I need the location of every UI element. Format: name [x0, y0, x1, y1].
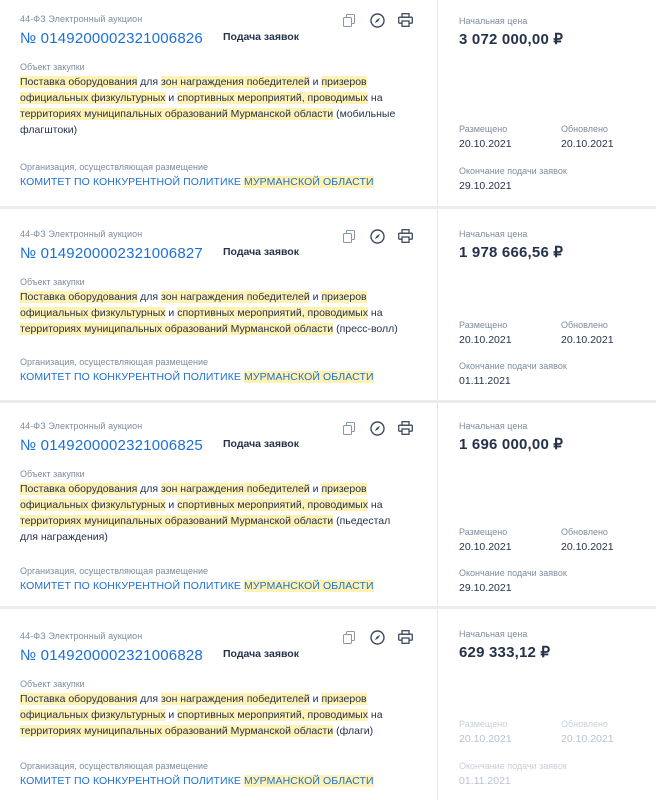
card-main [0, 0, 437, 206]
highlighted-term: призеров официальных физкультурных [20, 76, 367, 104]
card-main [0, 209, 437, 400]
card-side [438, 0, 656, 206]
price-value: 629 333,12 ₽ [459, 644, 551, 661]
card-actions [341, 420, 413, 436]
organization-block [20, 761, 374, 787]
compass-icon[interactable] [369, 629, 385, 645]
highlighted-term: Поставка оборудования [20, 76, 138, 88]
placed-date: 20.10.2021 [459, 138, 512, 150]
subject-text[interactable] [20, 74, 437, 138]
placed-label: Размещено [459, 320, 508, 330]
highlighted-term: призеров официальных физкультурных [20, 693, 367, 721]
placed-date: 20.10.2021 [459, 733, 512, 745]
updated-col [561, 124, 656, 150]
updated-col [561, 719, 656, 745]
print-icon[interactable] [397, 629, 413, 645]
status-text: Подача заявок [223, 246, 299, 258]
number-row [20, 30, 437, 52]
subject-fragment: и [165, 307, 178, 319]
dates-row [459, 527, 656, 553]
card-main [0, 403, 437, 606]
price-value: 1 696 000,00 ₽ [459, 436, 564, 453]
subject-text[interactable] [20, 691, 437, 739]
placed-label: Размещено [459, 719, 508, 729]
card-side [438, 209, 656, 400]
placed-date: 20.10.2021 [459, 541, 512, 553]
highlighted-term: спортивных мероприятий, проводимых [177, 499, 368, 511]
highlighted-term: спортивных мероприятий, проводимых [177, 709, 368, 721]
purchase-card [0, 403, 656, 606]
placed-col [459, 719, 561, 745]
copy-icon[interactable] [341, 629, 357, 645]
print-icon[interactable] [397, 12, 413, 28]
highlighted-term: призеров официальных физкультурных [20, 483, 367, 511]
organization-label: Организация, осуществляющая размещение [20, 566, 208, 576]
price-label: Начальная цена [459, 229, 528, 239]
highlighted-term: территориях муниципальных образований Мурманской области [20, 323, 334, 335]
placed-col [459, 320, 561, 346]
print-icon[interactable] [397, 228, 413, 244]
subject-label: Объект закупки [20, 469, 85, 479]
placed-col [459, 527, 561, 553]
subject-fragment: и [165, 499, 178, 511]
deadline-block [459, 568, 567, 594]
copy-icon[interactable] [341, 420, 357, 436]
highlighted-term: зон награждения победителей [161, 693, 310, 705]
organization-name-highlight: МУРМАНСКОЙ ОБЛАСТИ [244, 580, 374, 592]
purchase-card [0, 609, 656, 800]
price-label: Начальная цена [459, 421, 528, 431]
deadline-date: 29.10.2021 [459, 582, 512, 594]
placed-col [459, 124, 561, 150]
card-actions [341, 12, 413, 28]
deadline-label: Окончание подачи заявок [459, 568, 567, 578]
print-icon[interactable] [397, 420, 413, 436]
subject-fragment: и [309, 76, 322, 88]
highlighted-term: Поставка оборудования [20, 291, 138, 303]
card-side [438, 609, 656, 800]
organization-label: Организация, осуществляющая размещение [20, 357, 208, 367]
number-row [20, 647, 437, 669]
organization-name-highlight: МУРМАНСКОЙ ОБЛАСТИ [244, 176, 374, 188]
price-label: Начальная цена [459, 629, 528, 639]
updated-col [561, 527, 656, 553]
deadline-block [459, 761, 567, 787]
updated-date: 20.10.2021 [561, 138, 614, 150]
subject-fragment: и [309, 693, 322, 705]
subject-fragment: на [367, 92, 383, 104]
subject-fragment: и [165, 92, 178, 104]
subject-fragment: и [309, 483, 322, 495]
procurement-type: 44-ФЗ Электронный аукцион [20, 631, 143, 641]
updated-label: Обновлено [561, 320, 608, 330]
subject-fragment: на [367, 307, 383, 319]
purchase-number-link[interactable]: № 0149200002321006826 [20, 30, 203, 47]
subject-fragment: (пресс-волл) [333, 323, 398, 335]
subject-label: Объект закупки [20, 679, 85, 689]
deadline-block [459, 361, 567, 387]
procurement-type: 44-ФЗ Электронный аукцион [20, 421, 143, 431]
procurement-type: 44-ФЗ Электронный аукцион [20, 229, 143, 239]
deadline-label: Окончание подачи заявок [459, 361, 567, 371]
price-value: 3 072 000,00 ₽ [459, 31, 564, 48]
deadline-block [459, 166, 567, 192]
organization-block [20, 357, 374, 383]
organization-block [20, 162, 374, 188]
subject-fragment: (пьедестал для награждения) [20, 515, 391, 543]
card-actions [341, 629, 413, 645]
highlighted-term: зон награждения победителей [161, 76, 310, 88]
highlighted-term: призеров официальных физкультурных [20, 291, 367, 319]
highlighted-term: спортивных мероприятий, проводимых [177, 92, 368, 104]
organization-name: КОМИТЕТ ПО КОНКУРЕНТНОЙ ПОЛИТИКЕ [20, 176, 245, 188]
highlighted-term: Поставка оборудования [20, 483, 138, 495]
organization-name-highlight: МУРМАНСКОЙ ОБЛАСТИ [244, 371, 374, 383]
organization-link[interactable] [20, 775, 374, 787]
deadline-date: 01.11.2021 [459, 775, 511, 787]
organization-name: КОМИТЕТ ПО КОНКУРЕНТНОЙ ПОЛИТИКЕ [20, 371, 245, 383]
subject-fragment: для [137, 483, 162, 495]
subject-fragment: (флаги) [333, 725, 374, 737]
purchase-card [0, 0, 656, 206]
organization-name: КОМИТЕТ ПО КОНКУРЕНТНОЙ ПОЛИТИКЕ [20, 775, 245, 787]
highlighted-term: Поставка оборудования [20, 693, 138, 705]
dates-row [459, 719, 656, 745]
updated-date: 20.10.2021 [561, 541, 614, 553]
updated-col [561, 320, 656, 346]
organization-link[interactable] [20, 580, 374, 592]
subject-fragment: и [165, 709, 178, 721]
copy-icon[interactable] [341, 12, 357, 28]
compass-icon[interactable] [369, 420, 385, 436]
organization-label: Организация, осуществляющая размещение [20, 761, 208, 771]
organization-block [20, 566, 374, 592]
copy-icon[interactable] [341, 228, 357, 244]
highlighted-term: спортивных мероприятий, проводимых [177, 307, 368, 319]
placed-label: Размещено [459, 527, 508, 537]
updated-date: 20.10.2021 [561, 334, 614, 346]
updated-label: Обновлено [561, 719, 608, 729]
card-side [438, 403, 656, 606]
card-main [0, 609, 437, 800]
purchase-number-link[interactable]: № 0149200002321006827 [20, 245, 203, 262]
updated-date: 20.10.2021 [561, 733, 614, 745]
updated-label: Обновлено [561, 124, 608, 134]
organization-link[interactable] [20, 371, 374, 383]
dates-row [459, 124, 656, 150]
subject-fragment: на [367, 709, 383, 721]
organization-label: Организация, осуществляющая размещение [20, 162, 208, 172]
status-text: Подача заявок [223, 648, 299, 660]
deadline-date: 01.11.2021 [459, 375, 511, 387]
deadline-label: Окончание подачи заявок [459, 761, 567, 771]
organization-link[interactable] [20, 176, 374, 188]
compass-icon[interactable] [369, 12, 385, 28]
deadline-date: 29.10.2021 [459, 180, 512, 192]
dates-row [459, 320, 656, 346]
card-actions [341, 228, 413, 244]
updated-label: Обновлено [561, 527, 608, 537]
status-text: Подача заявок [223, 31, 299, 43]
placed-date: 20.10.2021 [459, 334, 512, 346]
placed-label: Размещено [459, 124, 508, 134]
subject-fragment: и [309, 291, 322, 303]
subject-label: Объект закупки [20, 277, 85, 287]
deadline-label: Окончание подачи заявок [459, 166, 567, 176]
organization-name: КОМИТЕТ ПО КОНКУРЕНТНОЙ ПОЛИТИКЕ [20, 580, 245, 592]
highlighted-term: территориях муниципальных образований Мурманской области [20, 108, 334, 120]
subject-fragment: (мобильные флагштоки) [20, 108, 396, 136]
subject-fragment: для [137, 291, 162, 303]
compass-icon[interactable] [369, 228, 385, 244]
price-label: Начальная цена [459, 16, 528, 26]
status-text: Подача заявок [223, 438, 299, 450]
number-row [20, 437, 437, 459]
highlighted-term: территориях муниципальных образований Мурманской области [20, 725, 334, 737]
highlighted-term: зон награждения победителей [161, 291, 310, 303]
price-value: 1 978 666,56 ₽ [459, 244, 564, 261]
purchase-number-link[interactable]: № 0149200002321006828 [20, 647, 203, 664]
purchase-number-link[interactable]: № 0149200002321006825 [20, 437, 203, 454]
number-row [20, 245, 437, 267]
subject-text[interactable] [20, 481, 437, 545]
organization-name-highlight: МУРМАНСКОЙ ОБЛАСТИ [244, 775, 374, 787]
highlighted-term: зон награждения победителей [161, 483, 310, 495]
subject-text[interactable] [20, 289, 437, 337]
subject-fragment: для [137, 76, 162, 88]
procurement-type: 44-ФЗ Электронный аукцион [20, 14, 143, 24]
subject-fragment: для [137, 693, 162, 705]
highlighted-term: территориях муниципальных образований Мурманской области [20, 515, 334, 527]
subject-fragment: на [367, 499, 383, 511]
subject-label: Объект закупки [20, 62, 85, 72]
purchase-card [0, 209, 656, 400]
